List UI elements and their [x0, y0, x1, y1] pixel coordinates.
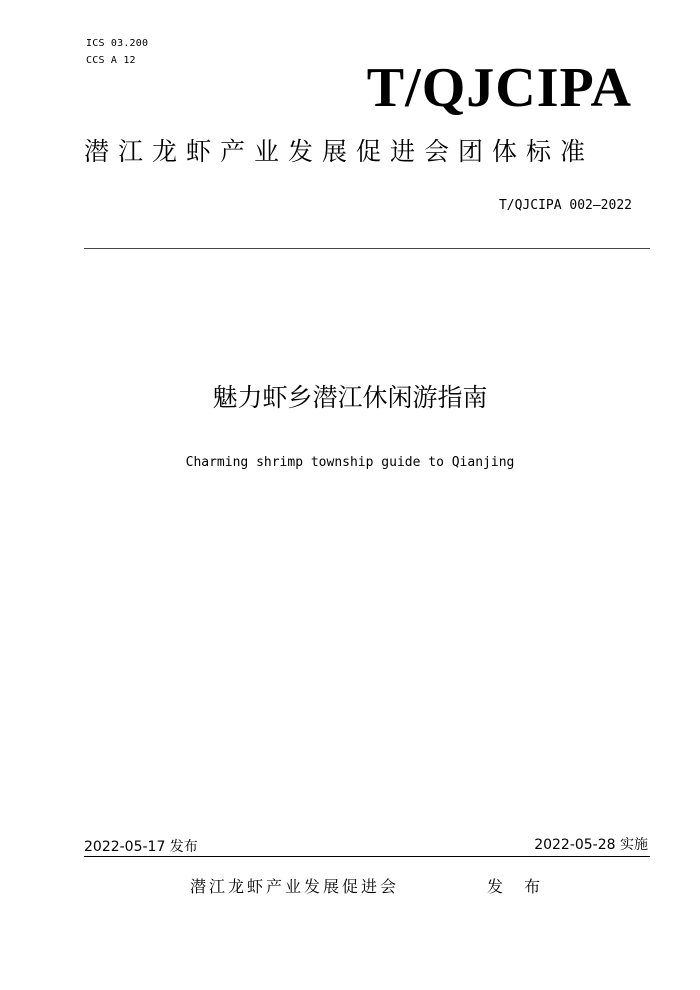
- standard-code-logo: T/QJCIPA: [366, 57, 632, 119]
- header-divider: [84, 248, 650, 249]
- footer-divider: [84, 856, 650, 857]
- organization-standard-title: 潜江龙虾产业发展促进会团体标准: [84, 137, 595, 166]
- implementation-date: 2022-05-28 实施: [534, 837, 648, 853]
- ics-code: ICS 03.200: [86, 38, 149, 49]
- publisher-name: 潜江龙虾产业发展促进会: [190, 877, 400, 896]
- ccs-code: CCS A 12: [86, 55, 136, 66]
- standard-number: T/QJCIPA 002—2022: [498, 198, 632, 213]
- publish-label: 发 布: [487, 877, 549, 896]
- document-title: 魅力虾乡潜江休闲游指南: [212, 383, 488, 412]
- issue-date: 2022-05-17 发布: [84, 839, 198, 855]
- document-english-title: Charming shrimp township guide to Qianjing: [185, 455, 515, 470]
